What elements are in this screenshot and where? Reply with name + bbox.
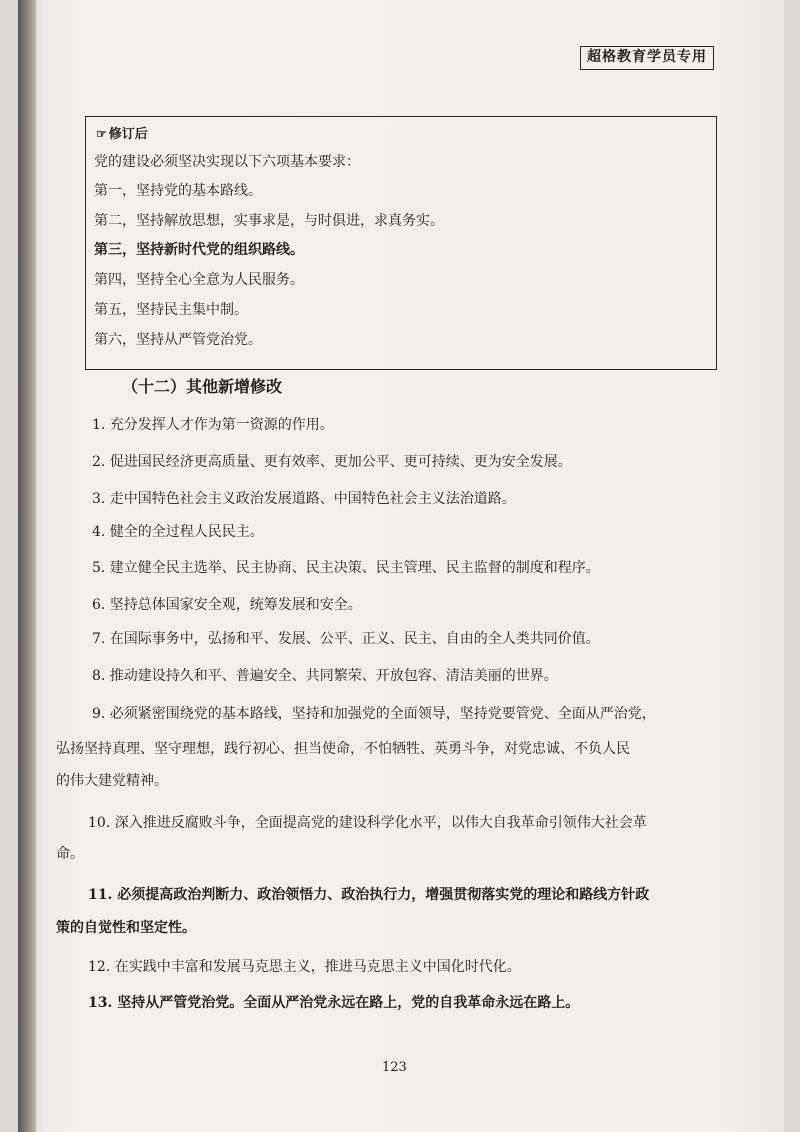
list-item: 13. 坚持从严管党治党。全面从严治党永远在路上，党的自我革命永远在路上。 [88,995,580,1011]
book-page [18,0,784,1132]
list-item: 12. 在实践中丰富和发展马克思主义，推进马克思主义中国化时代化。 [88,959,521,975]
revised-box [85,116,717,370]
box-title-text: 修订后 [108,127,148,142]
list-item: 4. 健全的全过程人民民主。 [92,524,264,540]
list-item: 2. 促进国民经济更高质量、更有效率、更加公平、更可持续、更为安全发展。 [92,454,572,470]
box-line: 第二，坚持解放思想，实事求是，与时俱进，求真务实。 [94,213,444,229]
list-item: 3. 走中国特色社会主义政治发展道路、中国特色社会主义法治道路。 [92,491,516,507]
list-item-continuation: 的伟大建党精神。 [56,773,168,789]
list-item: 7. 在国际事务中，弘扬和平、发展、公平、正义、民主、自由的全人类共同价值。 [92,631,600,647]
pointing-hand-icon: ☞ [96,127,107,141]
list-item: 1. 充分发挥人才作为第一资源的作用。 [92,417,334,433]
box-line: 第五，坚持民主集中制。 [94,302,248,318]
list-item: 5. 建立健全民主选举、民主协商、民主决策、民主管理、民主监督的制度和程序。 [92,560,600,576]
list-item: 9. 必须紧密围绕党的基本路线，坚持和加强党的全面领导，坚持党要管党、全面从严治党， [92,706,656,722]
header-badge: 超格教育学员专用 [580,46,714,70]
box-line: 第一，坚持党的基本路线。 [94,183,262,199]
list-item-continuation: 弘扬坚持真理、坚守理想，践行初心、担当使命，不怕牺牲、英勇斗争，对党忠诚、不负人民 [56,741,630,757]
box-line: 党的建设必须坚决实现以下六项基本要求： [94,154,360,170]
list-item: 8. 推动建设持久和平、普遍安全、共同繁荣、开放包容、清洁美丽的世界。 [92,668,558,684]
box-line: 第三，坚持新时代党的组织路线。 [94,242,304,258]
book-spine [18,0,36,1132]
section-title: （十二）其他新增修改 [122,377,283,396]
page-number: 123 [382,1060,407,1075]
box-line: 第四，坚持全心全意为人民服务。 [94,272,304,288]
list-item-continuation: 策的自觉性和坚定性。 [56,920,196,936]
list-item-continuation: 命。 [56,846,84,862]
list-item: 10. 深入推进反腐败斗争，全面提高党的建设科学化水平，以伟大自我革命引领伟大社会革 [88,815,647,831]
box-line: 第六，坚持从严管党治党。 [94,332,262,348]
box-title [96,123,148,142]
list-item: 6. 坚持总体国家安全观，统筹发展和安全。 [92,597,362,613]
list-item: 11. 必须提高政治判断力、政治领悟力、政治执行力，增强贯彻落实党的理论和路线方针政 [88,887,650,903]
